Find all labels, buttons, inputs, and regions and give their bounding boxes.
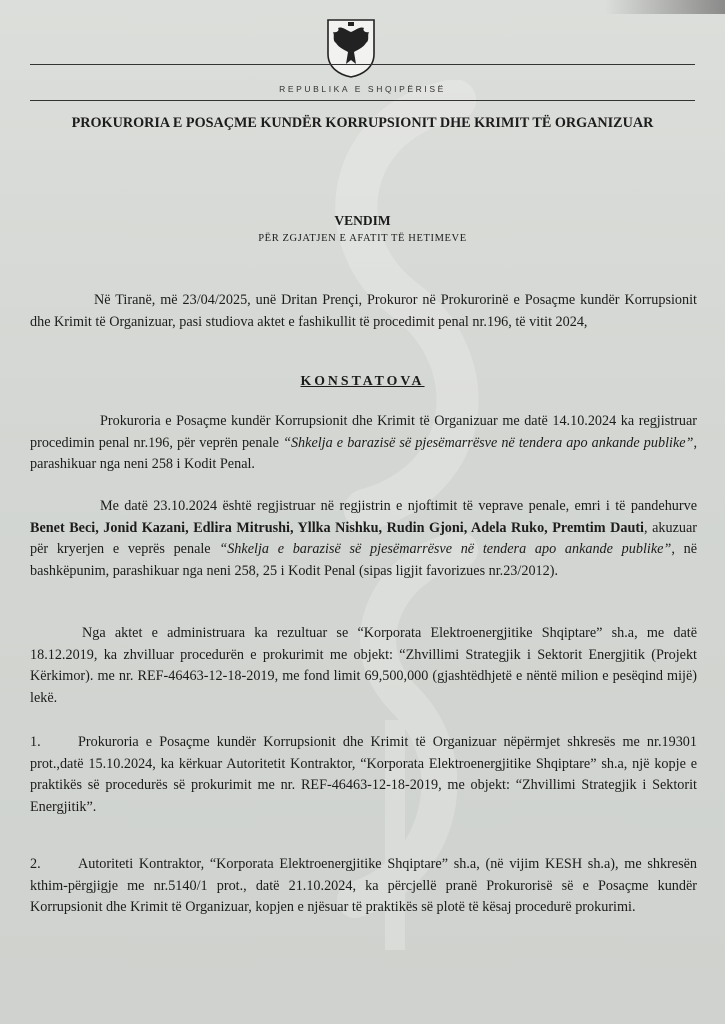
document-title: VENDIM — [334, 213, 391, 228]
paragraph-2-text-end: , në bashkëpunim, parashikuar nga neni 258, 25 i Kodit Penal (sipas ligjit favorizues nr.23/2012). — [30, 541, 697, 579]
page-shadow — [605, 0, 725, 14]
document-subtitle: PËR ZGJATJEN E AFATIT TË HETIMEVE — [258, 233, 467, 244]
paragraph-1 — [30, 411, 697, 476]
intro-paragraph: Në Tiranë, më 23/04/2025, unë Dritan Prençi, Prokuror në Prokurorinë e Posaçme kundër Korrupsionit dhe Krimit të Organizuar, pasi studiova aktet e fashikullit të procedimit penal nr.196, të vitit 2024, — [30, 292, 697, 330]
paragraph-1-text: Prokuroria e Posaçme kundër Korrupsionit dhe Krimit të Organizuar me datë 14.10.2024 ka regjistruar procedimin penal nr.196, për veprën penale — [30, 413, 697, 451]
paragraph-2-text: Me datë 23.10.2024 është regjistruar në regjistrin e njoftimit të veprave penale, emri i të pandehurve — [100, 498, 697, 514]
header-rule-bottom — [30, 100, 695, 101]
paragraph-1-offense: “Shkelja e barazisë së pjesëmarrësve në tendera apo ankande publike” — [283, 434, 694, 451]
paragraph-2-text-mid: , akuzuar për kryerjen e veprës penale — [30, 519, 697, 557]
paragraph-3: Nga aktet e administruara ka rezultuar se “Korporata Elektroenergjitike Shqiptare” sh.a, me datë 18.12.2019, ka zhvilluar procedurën e prokurimit me objekt: “Zhvillimi Strategjik i Sektorit Energjitik (Projekt Kërkimor). me nr. REF-46463-12-18-2019, me fond limit 69,500,000 (gjashtëdhjetë e nëntë milion e pesëqind mijë) lekë. — [30, 625, 697, 706]
albanian-double-headed-eagle-icon — [326, 18, 376, 78]
paragraph-2-offense: “Shkelja e barazisë së pjesëmarrësve në tendera apo ankande publike” — [219, 541, 672, 557]
item-1-text: Prokuroria e Posaçme kundër Korrupsionit dhe Krimit të Organizuar nëpërmjet shkresës me nr.19301 prot.,datë 15.10.2024, ka kërkuar Autoritetit Kontraktor, “Korporata Elektroenergjitike Shqiptare” sh.a, një kopje e praktikës së procedurës së prokurimit me nr. REF-46463-12-18-2019, me objekt: “Zhvillimi Strategjik i Sektorit Energjitik”. — [30, 734, 697, 815]
paragraph-2 — [30, 496, 697, 582]
numbered-item-1 — [30, 732, 697, 818]
header-rule-top — [30, 64, 695, 65]
republika-label: REPUBLIKA E SHQIPËRISË — [279, 84, 446, 94]
numbered-item-2 — [30, 854, 697, 919]
item-2-number: 2. — [30, 856, 41, 872]
item-2-text: Autoriteti Kontraktor, “Korporata Elektroenergjitike Shqiptare” sh.a, (në vijim KESH sh.a), me shkresën kthim-përgjigje me nr.5140/1 prot., datë 21.10.2024, ka përcjellë pranë Prokurorisë së e Posaçme kundër Korrupsionit dhe Krimit të Organizuar, kopjen e njësuar të praktikës së plotë të kësaj procedurë prokurimi. — [30, 856, 697, 915]
section-heading-konstatova: KONSTATOVA — [300, 373, 425, 388]
paragraph-1-text-end: , parashikuar nga neni 258 i Kodit Penal. — [30, 434, 697, 472]
defendants-names: Benet Beci, Jonid Kazani, Edlira Mitrushi, Yllka Nishku, Rudin Gjoni, Adela Ruko, Premtim Dauti — [30, 519, 644, 536]
item-1-number: 1. — [30, 734, 41, 750]
organization-title: PROKURORIA E POSAÇME KUNDËR KORRUPSIONIT DHE KRIMIT TË ORGANIZUAR — [71, 115, 654, 131]
